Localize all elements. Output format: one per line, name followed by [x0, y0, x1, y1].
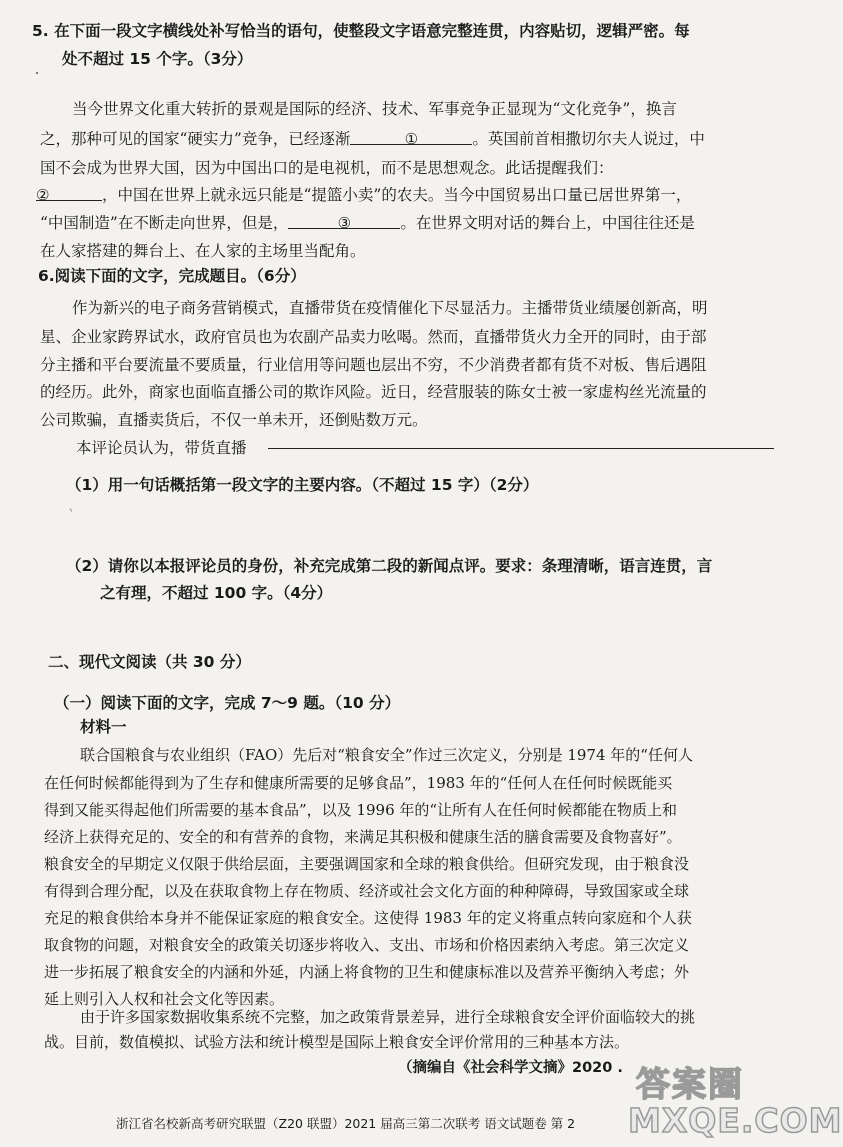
speck — [36, 72, 38, 74]
q6-sub2-line1: （2）请你以本报评论员的身份，补充完成第二段的新闻点评。要求：条理清晰，语言连贯，言 — [66, 557, 713, 575]
q5-para-line3: 国不会成为世界大国，因为中国出口的是电视机，而不是思想观念。此话提醒我们： — [40, 159, 614, 177]
watermark-logo — [628, 1057, 843, 1143]
q6-para-line5: 公司欺骗，直播卖货后，不仅一单未开，还倒贴数万元。 — [40, 411, 428, 429]
blank-2-label: ② — [36, 186, 50, 204]
q5-para-line4 — [36, 184, 691, 206]
material-line2: 在任何时候都能得到为了生存和健康所需要的足够食品”，1983 年的“任何人在任何时候既能买 — [44, 774, 673, 792]
blank-3[interactable] — [288, 212, 400, 232]
q6-para-line3: 分主播和平台要流量不要质量，行业信用等问题也层出不穷，不少消费者都有货不对板、售后遇阻 — [40, 356, 707, 374]
q5-para-line5 — [40, 212, 695, 234]
source-note: （摘编自《社会科学文摘》2020 . — [398, 1060, 623, 1076]
material-line8: 取食物的问题，对粮食安全的政策关切逐步将收入、支出、市场和价格因素纳入考虑。第三次定义 — [44, 936, 690, 954]
q5-text: 之，那种可见的国家“硬实力”竞争，已经逐渐 — [40, 130, 351, 148]
material-line9: 进一步拓展了粮食安全的内涵和外延，内涵上将食物的卫生和健康标准以及营养平衡纳入考虑；外 — [44, 963, 690, 981]
stray-mark: ˋ — [63, 507, 76, 525]
material-line5: 粮食安全的早期定义仅限于供给层面，主要强调国家和全球的粮食供给。但研究发现，由于粮食没 — [44, 855, 690, 873]
answer-line[interactable] — [268, 448, 774, 449]
q5-text: 。在世界文明对话的舞台上，中国往往还是 — [400, 214, 695, 232]
q5-text: 。英国前首相撒切尔夫人说过，中 — [472, 130, 705, 148]
material-line1: 联合国粮食与农业组织（FAO）先后对“粮食安全”作过三次定义，分别是 1974 年的“任何人 — [80, 746, 693, 764]
q5-para-line1: 当今世界文化重大转折的景观是国际的经济、技术、军事竞争正显现为“文化竞争”，换言 — [72, 100, 677, 118]
watermark-top: 答案圈 — [636, 1065, 744, 1105]
material-line4: 经济上获得充足的、安全的和有营养的食物，来满足其积极和健康生活的膳食需要及食物喜好”。 — [44, 828, 682, 846]
blank-1-label: ① — [404, 130, 419, 148]
q6-sub2-line2: 之有理，不超过 100 字。（4分） — [100, 584, 333, 602]
q6-title: 6.阅读下面的文字，完成题目。（6分） — [38, 267, 306, 285]
q6-para-line2: 星、企业家跨界试水，政府官员也为农副产品卖力吆喝。然而，直播带货火力全开的同时，由于部 — [40, 328, 707, 346]
q5-text: “中国制造”在不断走向世界，但是， — [40, 214, 289, 232]
section-title: 二、现代文阅读（共 30 分） — [48, 653, 251, 671]
q6-para-line4: 的经历。此外，商家也面临直播公司的欺诈风险。近日，经营服装的陈女士被一家虚构丝光流量的 — [40, 383, 707, 401]
q5-para-line2 — [40, 128, 705, 150]
q5-title-line1: 5. 在下面一段文字横线处补写恰当的语句，使整段文字语意完整连贯，内容贴切，逻辑严密。每 — [32, 22, 690, 40]
material-line6: 有得到合理分配，以及在获取食物上存在物质、经济或社会文化方面的种种障碍，导致国家或全球 — [44, 882, 690, 900]
q5-text: ，中国在世界上就永远只能是“提篮小卖”的农夫。当今中国贸易出口量已居世界第一， — [102, 186, 692, 204]
blank-1[interactable] — [350, 128, 472, 148]
part-title: （一）阅读下面的文字，完成 7～9 题。（10 分） — [54, 694, 401, 712]
q6-para-line6: 本评论员认为，带货直播 — [76, 439, 247, 457]
material-line3: 得到又能买得起他们所需要的基本食品”，以及 1996 年的“让所有人在任何时候都能在物质上和 — [44, 801, 678, 819]
material-label: 材料一 — [80, 718, 127, 736]
blank-2[interactable] — [36, 184, 102, 204]
material-line7: 充足的粮食供给本身并不能保证家庭的粮食安全。这使得 1983 年的定义将重点转向家庭和个人获 — [44, 909, 692, 927]
q6-sub1: （1）用一句话概括第一段文字的主要内容。（不超过 15 字）（2分） — [66, 476, 539, 494]
blank-3-label: ③ — [337, 214, 352, 232]
material-line12: 战。目前，数值模拟、试验方法和统计模型是国际上粮食安全评价常用的三种基本方法。 — [44, 1033, 630, 1051]
q6-para-line1: 作为新兴的电子商务营销模式，直播带货在疫情催化下尽显活力。主播带货业绩屡创新高，明 — [72, 299, 708, 317]
page-footer: 浙江省名校新高考研究联盟（Z20 联盟）2021 届高三第二次联考 语文试题卷 第 2 — [116, 1116, 576, 1131]
q5-title-line2: 处不超过 15 个字。（3分） — [62, 50, 253, 68]
watermark-bottom: MXQE.COM — [628, 1101, 843, 1140]
q5-para-line6: 在人家搭建的舞台上、在人家的主场里当配角。 — [40, 242, 366, 260]
material-line11: 由于许多国家数据收集系统不完整，加之政策背景差异，进行全球粮食安全评价面临较大的挑 — [80, 1008, 696, 1026]
material-line10: 延上则引入人权和社会文化等因素。 — [44, 990, 285, 1008]
